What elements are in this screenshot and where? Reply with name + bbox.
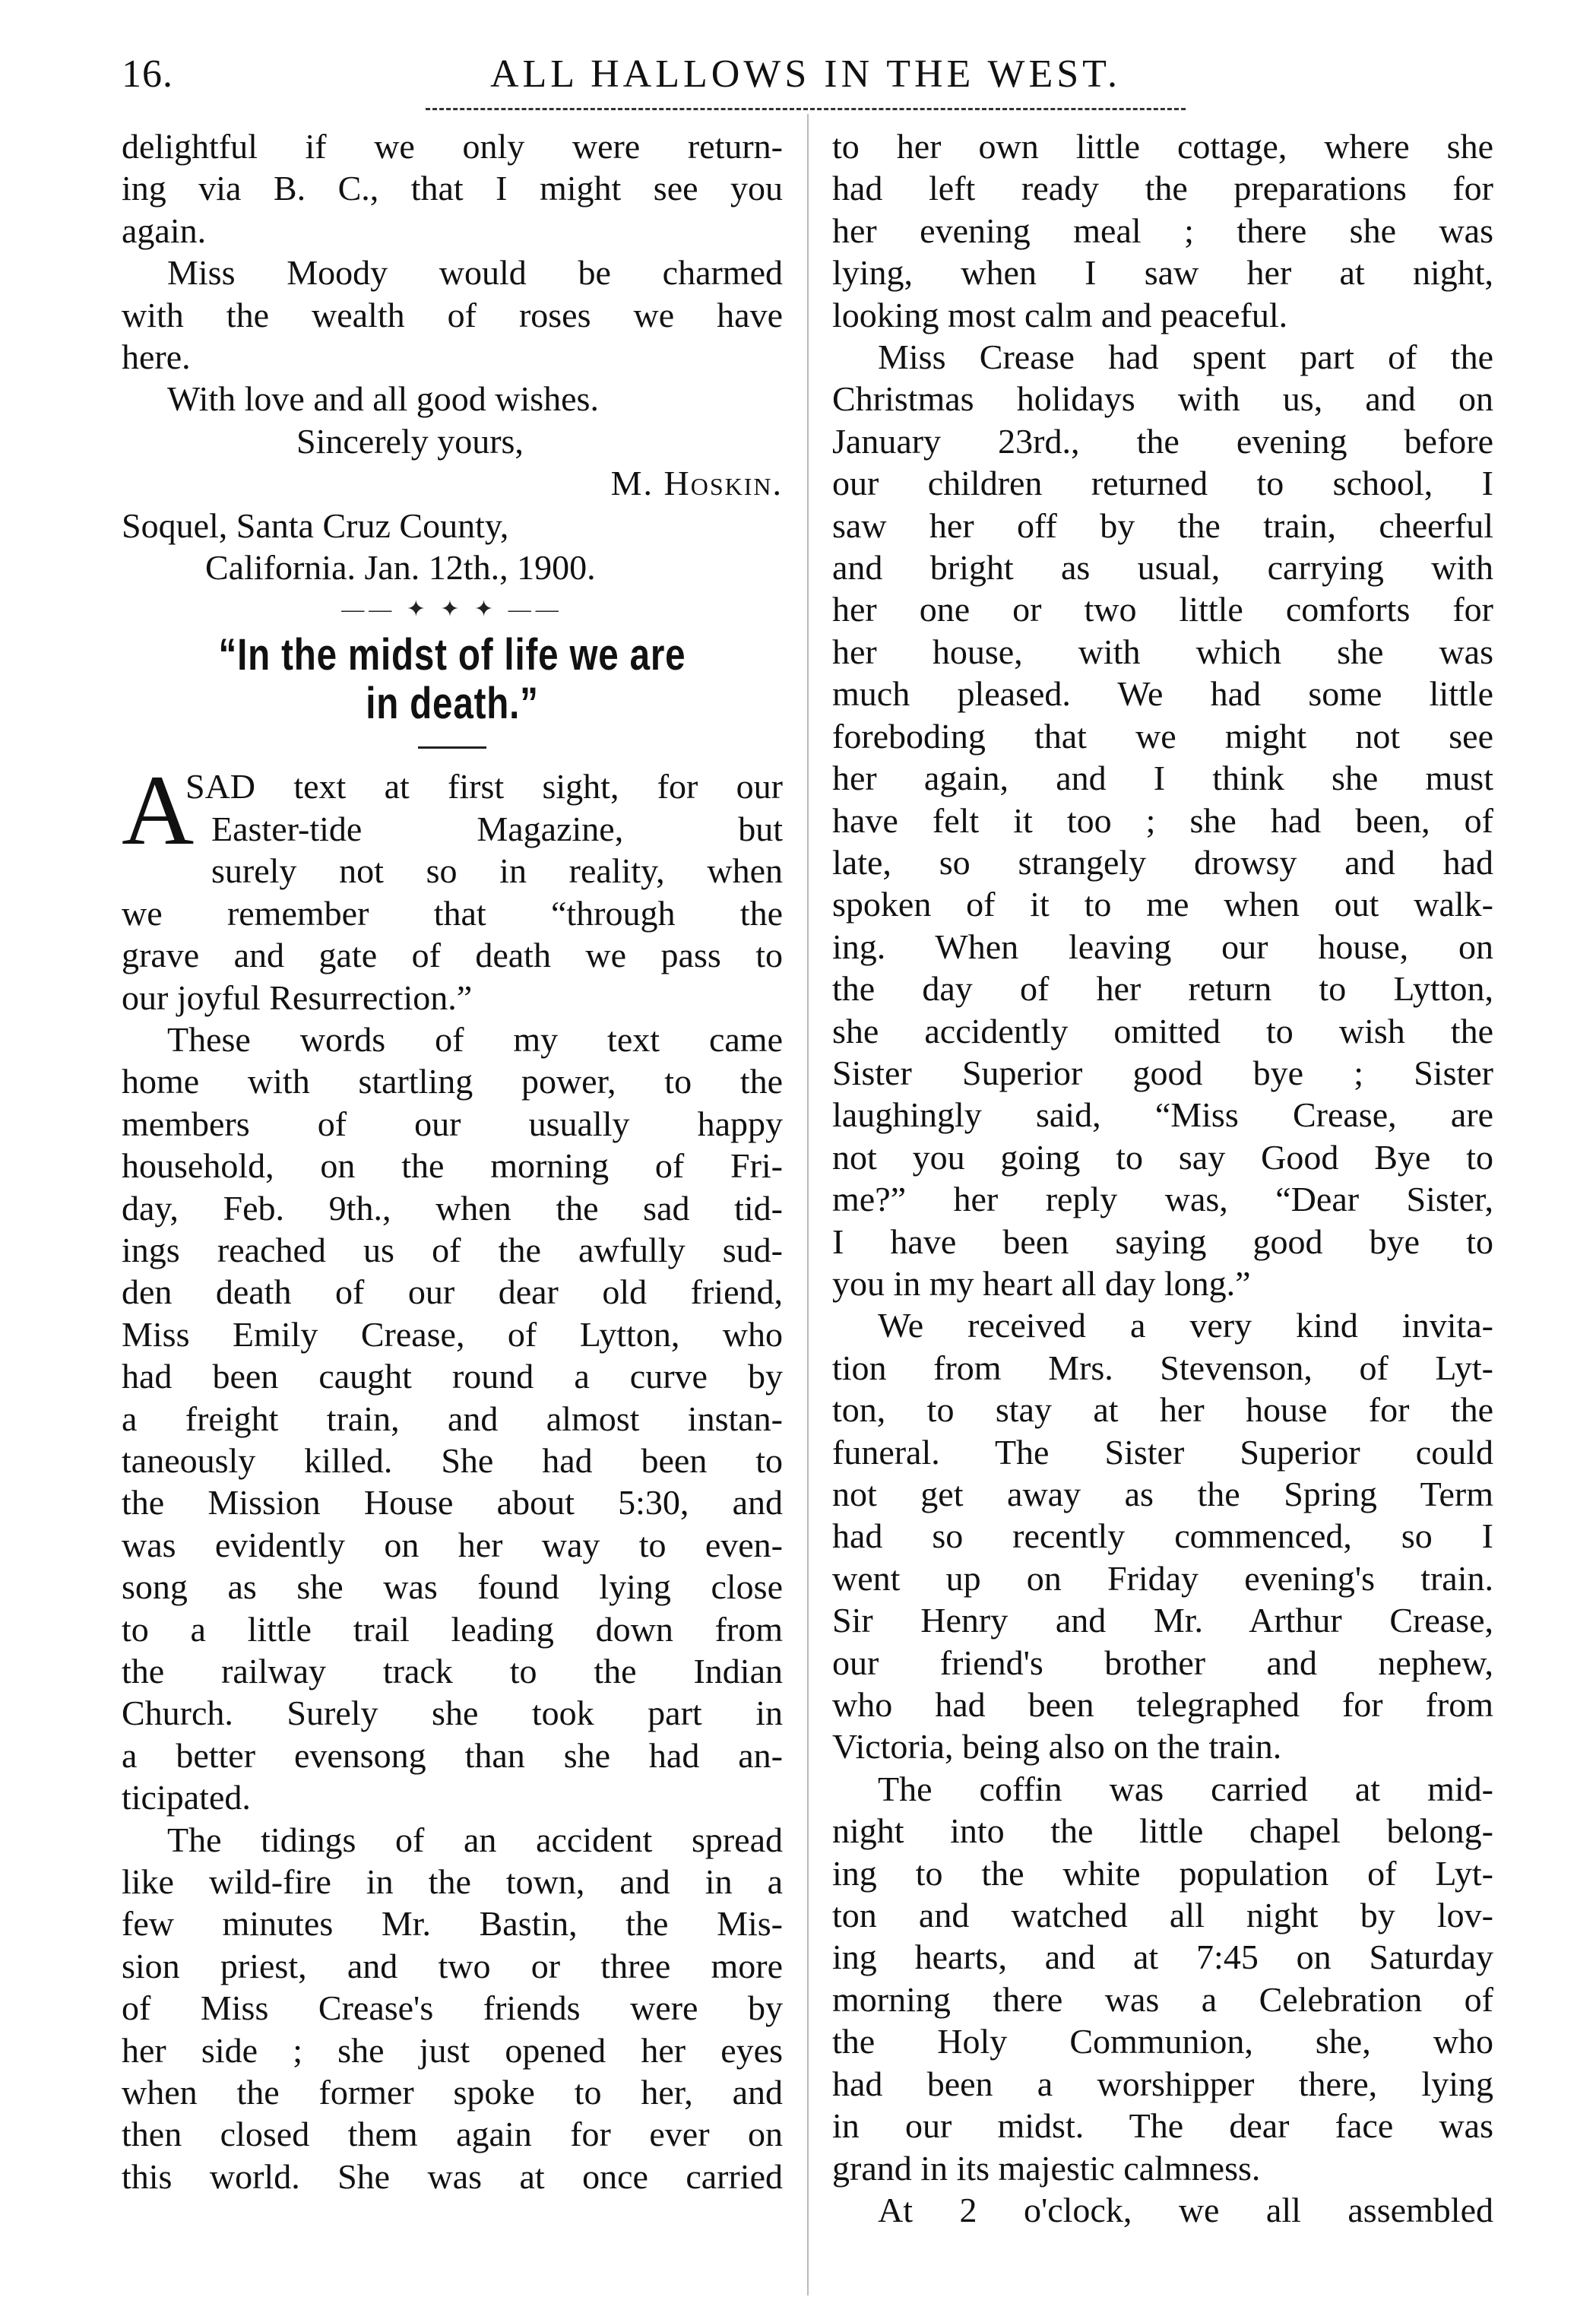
- text-line: Miss Crease had spent part of the: [878, 337, 1493, 377]
- letter-place-line: Soquel, Santa Cruz County,: [122, 505, 509, 545]
- text-line: Miss Emily Crease, of Lytton, who: [122, 1314, 783, 1354]
- text-line: sion priest, and two or three more: [122, 1946, 783, 1985]
- text-line: with the wealth of roses we have: [122, 295, 783, 334]
- text-line: not you going to say Good Bye to: [832, 1137, 1493, 1177]
- text-line: our children returned to school, I: [832, 464, 1493, 503]
- text-line: We received a very kind invita-: [878, 1306, 1493, 1345]
- text-line: ings reached us of the awfully sud-: [122, 1230, 783, 1269]
- text-line: funeral. The Sister Superior could: [832, 1432, 1493, 1472]
- text-line: tion from Mrs. Stevenson, of Lyt-: [832, 1348, 1493, 1387]
- text-line: the Holy Communion, she, who: [832, 2022, 1493, 2061]
- text-line: you in my heart all day long.”: [832, 1263, 1251, 1303]
- text-line: few minutes Mr. Bastin, the Mis-: [122, 1904, 783, 1944]
- running-title: ALL HALLOWS IN THE WEST.: [489, 52, 1122, 96]
- letter-sign-off: Sincerely yours,: [296, 421, 524, 461]
- text-line: grand in its majestic calmness.: [832, 2148, 1261, 2188]
- text-line: not get away as the Spring Term: [832, 1475, 1493, 1513]
- letter-place-date-line: California. Jan. 12th., 1900.: [205, 548, 596, 588]
- text-line: lying, when I saw her at night,: [832, 253, 1493, 293]
- text-line: The coffin was carried at mid-: [878, 1769, 1493, 1808]
- text-line: her house, with which she was: [832, 632, 1493, 671]
- text-line: These words of my text came: [167, 1019, 783, 1059]
- text-line: ton, to stay at her house for the: [832, 1390, 1493, 1430]
- text-line: grave and gate of death we pass to: [122, 936, 783, 975]
- letter-signature: M. Hoskin.: [610, 464, 783, 503]
- text-line: surely not so in reality, when: [211, 851, 783, 891]
- text-line: our friend's brother and nephew,: [832, 1643, 1493, 1682]
- text-line: Church. Surely she took part in: [122, 1694, 783, 1733]
- text-line: home with startling power, to the: [122, 1062, 783, 1101]
- article-title-line: in death.”: [366, 679, 539, 729]
- text-line: den death of our dear old friend,: [122, 1272, 783, 1312]
- text-line: morning there was a Celebration of: [832, 1979, 1493, 2019]
- text-line: ticipated.: [122, 1778, 251, 1817]
- text-line: me?” her reply was, “Dear Sister,: [832, 1180, 1493, 1219]
- text-line: who had been telegraphed for from: [832, 1685, 1493, 1725]
- text-line: had been a worshipper there, lying: [832, 2064, 1493, 2103]
- text-line: members of our usually happy: [122, 1104, 783, 1143]
- text-line: to her own little cottage, where she: [832, 127, 1493, 166]
- text-line: she accidently omitted to wish the: [832, 1011, 1493, 1050]
- text-line: the railway track to the Indian: [122, 1652, 783, 1690]
- text-line: Sister Superior good bye ; Sister: [832, 1053, 1493, 1092]
- text-line: we remember that “through the: [122, 893, 783, 933]
- text-line: had left ready the preparations for: [832, 169, 1493, 208]
- text-line: when the former spoke to her, and: [122, 2073, 783, 2112]
- page-number: 16.: [122, 52, 173, 96]
- text-line: in our midst. The dear face was: [832, 2106, 1493, 2146]
- text-line: this world. She was at once carried: [122, 2156, 783, 2196]
- text-line: looking most calm and peaceful.: [832, 295, 1288, 334]
- text-line: was evidently on her way to even-: [122, 1525, 783, 1564]
- text-line: day, Feb. 9th., when the sad tid-: [122, 1188, 783, 1228]
- right-column: [832, 125, 1493, 2231]
- header-rule: [426, 108, 1186, 110]
- text-line: Easter-tide Magazine, but: [211, 809, 783, 848]
- text-line: a better evensong than she had an-: [122, 1735, 783, 1775]
- text-line: much pleased. We had some little: [832, 674, 1493, 714]
- text-line: ing to the white population of Lyt-: [832, 1853, 1493, 1893]
- text-line: the Mission House about 5:30, and: [122, 1483, 783, 1522]
- text-line: I have been saying good bye to: [832, 1221, 1493, 1261]
- article-opening: [122, 754, 783, 892]
- text-line: spoken of it to me when out walk-: [832, 885, 1493, 924]
- text-line: laughingly said, “Miss Crease, are: [832, 1095, 1493, 1135]
- text-line: have felt it too ; she had been, of: [832, 800, 1493, 840]
- text-line: her side ; she just opened her eyes: [122, 2030, 783, 2070]
- text-line: to a little trail leading down from: [122, 1609, 783, 1649]
- text-line: delightful if we only were return-: [122, 127, 783, 166]
- text-line: SAD text at first sight, for our: [185, 767, 783, 806]
- text-line: night into the little chapel belong-: [832, 1811, 1493, 1851]
- text-line: late, so strangely drowsy and had: [832, 842, 1493, 882]
- text-line: the day of her return to Lytton,: [832, 969, 1493, 1009]
- text-line: again.: [122, 211, 207, 250]
- text-line: January 23rd., the evening before: [832, 421, 1493, 461]
- title-rule: [418, 746, 486, 749]
- text-line: ing hearts, and at 7:45 on Saturday: [832, 1938, 1493, 1977]
- left-column: [122, 125, 783, 2197]
- letter-paragraph-1: [122, 125, 783, 252]
- article-title-line: “In the midst of life we are: [218, 630, 686, 680]
- text-line: ing via B. C., that I might see you: [122, 169, 783, 208]
- text-line: her again, and I think she must: [832, 759, 1493, 798]
- text-line: Victoria, being also on the train.: [832, 1727, 1282, 1766]
- text-line: had been caught round a curve by: [122, 1357, 783, 1396]
- text-line: had so recently commenced, so I: [832, 1516, 1493, 1556]
- text-line: taneously killed. She had been to: [122, 1440, 783, 1480]
- text-line: Miss Moody would be charmed: [167, 253, 783, 293]
- article-body-left: [122, 892, 783, 2198]
- page-header: [122, 52, 1490, 112]
- text-line: of Miss Crease's friends were by: [122, 1988, 783, 2028]
- text-line: here.: [122, 337, 191, 377]
- column-divider: [807, 114, 809, 2296]
- text-line: her evening meal ; there she was: [832, 211, 1493, 250]
- text-line: ing. When leaving our house, on: [832, 927, 1493, 966]
- text-line: foreboding that we might not see: [832, 716, 1493, 756]
- section-ornament: —— ✦ ✦ ✦ ——: [341, 597, 563, 623]
- text-line: like wild-fire in the town, and in a: [122, 1862, 783, 1902]
- text-line: household, on the morning of Fri-: [122, 1146, 783, 1186]
- text-line: saw her off by the train, cheerful: [832, 505, 1493, 545]
- text-line: At 2 o'clock, we all assembled: [878, 2190, 1493, 2229]
- text-line: Sir Henry and Mr. Arthur Crease,: [832, 1601, 1493, 1640]
- text-line: her one or two little comforts for: [832, 590, 1493, 629]
- text-line: song as she was found lying close: [122, 1567, 783, 1607]
- text-line: went up on Friday evening's train.: [832, 1558, 1493, 1598]
- text-line: The tidings of an accident spread: [167, 1820, 783, 1859]
- text-line: then closed them again for ever on: [122, 2115, 783, 2154]
- drop-cap: A: [122, 754, 195, 867]
- text-line: Christmas holidays with us, and on: [832, 379, 1493, 419]
- letter-closing: With love and all good wishes.: [167, 379, 599, 419]
- letter-paragraph-2: [122, 252, 783, 378]
- article-title: [181, 631, 723, 728]
- text-line: and bright as usual, carrying with: [832, 548, 1493, 588]
- text-line: ton and watched all night by lov-: [832, 1896, 1493, 1935]
- text-line: our joyful Resurrection.”: [122, 977, 473, 1017]
- text-line: a freight train, and almost instan-: [122, 1399, 783, 1438]
